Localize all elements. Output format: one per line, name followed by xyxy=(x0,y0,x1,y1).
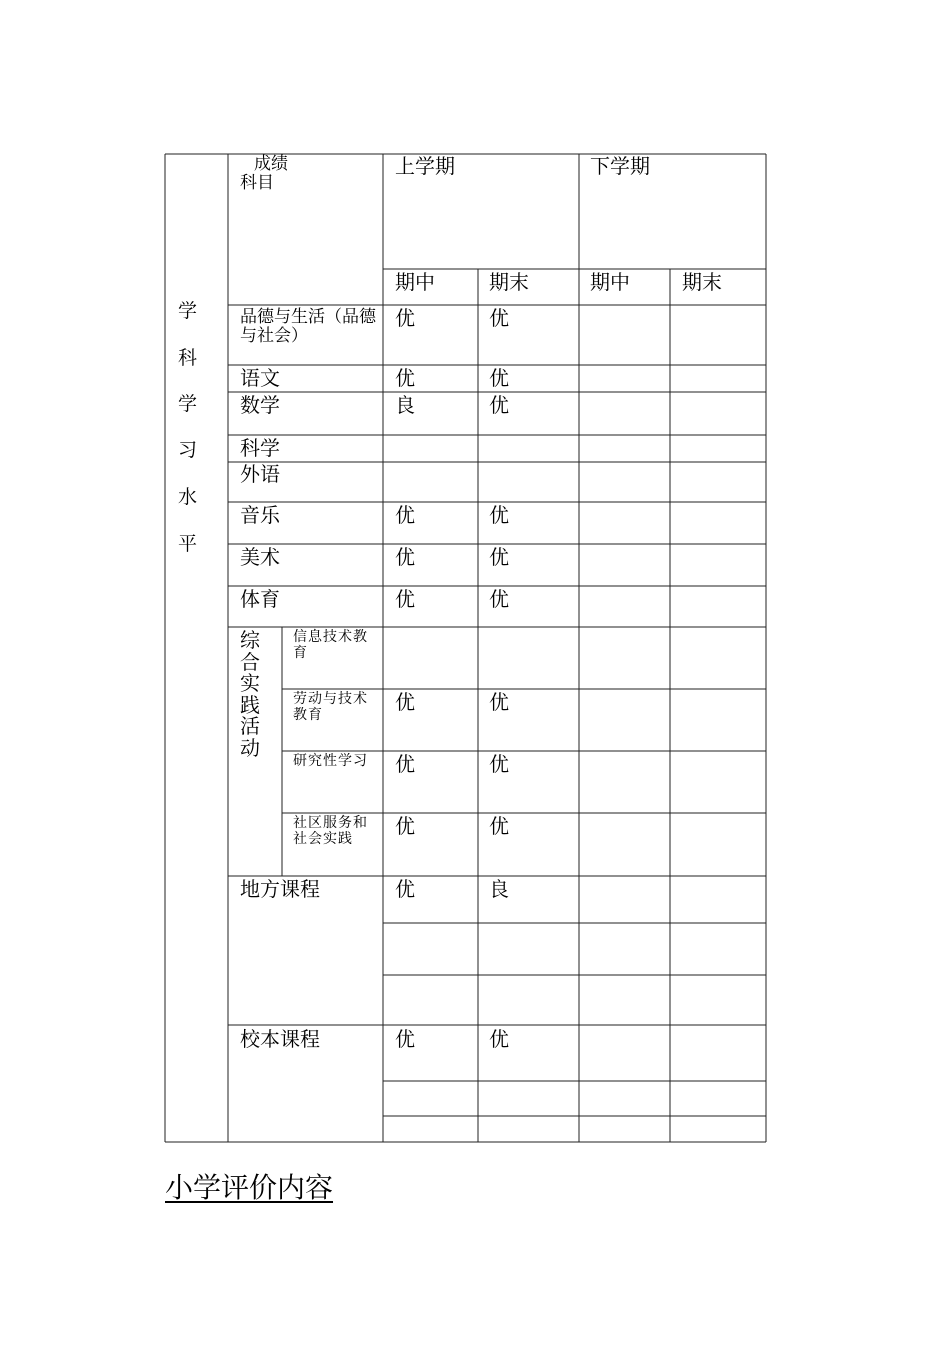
practice-label-char: 活 xyxy=(240,714,260,739)
corner-header-subject: 科目 xyxy=(240,173,274,193)
grade-cell: 优 xyxy=(395,503,415,527)
subject-name: 外语 xyxy=(240,462,280,486)
grade-cell: 优 xyxy=(489,393,509,417)
subject-name: 体育 xyxy=(240,587,280,611)
grade-cell: 优 xyxy=(489,306,509,330)
subject-name: 品德与生活（品德与社会） xyxy=(240,307,376,347)
grade-cell: 优 xyxy=(489,545,509,569)
grade-cell: 优 xyxy=(395,690,415,714)
practice-label-char: 综 xyxy=(240,628,260,652)
practice-label-char: 实 xyxy=(240,671,260,696)
grade-cell: 优 xyxy=(395,306,415,330)
grade-cell: 优 xyxy=(489,690,509,714)
practice-item-name: 劳动与技术教育 xyxy=(293,691,368,724)
side-label-char: 水 xyxy=(178,486,198,508)
side-label-char: 科 xyxy=(178,347,198,369)
side-label-char: 学 xyxy=(178,300,198,322)
subject-name: 地方课程 xyxy=(240,877,320,901)
corner-header-score: 成绩 xyxy=(254,154,288,174)
grade-cell: 优 xyxy=(395,814,415,838)
side-label-char: 习 xyxy=(178,439,198,461)
grade-cell: 优 xyxy=(489,366,509,390)
grade-cell: 优 xyxy=(395,545,415,569)
practice-label-char: 践 xyxy=(240,692,260,717)
subject-name: 校本课程 xyxy=(240,1027,320,1051)
subterm-header: 期末 xyxy=(682,270,722,294)
practice-item-name: 研究性学习 xyxy=(293,753,368,769)
subject-name: 语文 xyxy=(240,366,280,390)
subterm-header: 期末 xyxy=(489,270,529,294)
grade-cell: 优 xyxy=(489,503,509,527)
grade-cell: 良 xyxy=(489,877,509,901)
subject-name: 科学 xyxy=(240,436,280,460)
grade-cell: 良 xyxy=(395,393,415,417)
subject-name: 数学 xyxy=(240,393,280,417)
subject-name: 美术 xyxy=(240,545,280,569)
side-label-char: 平 xyxy=(178,533,198,555)
grade-cell: 优 xyxy=(489,587,509,611)
practice-group-label xyxy=(240,630,262,760)
grade-cell: 优 xyxy=(395,1027,415,1051)
subject-name: 音乐 xyxy=(240,503,280,527)
practice-label-char: 动 xyxy=(240,735,260,760)
grade-cell: 优 xyxy=(395,877,415,901)
practice-item-name: 信息技术教育 xyxy=(293,629,368,662)
subterm-header: 期中 xyxy=(590,270,630,294)
grade-cell: 优 xyxy=(395,366,415,390)
term-header: 下学期 xyxy=(590,154,650,178)
grade-cell: 优 xyxy=(489,1027,509,1051)
side-label-char: 学 xyxy=(178,393,198,415)
grade-cell: 优 xyxy=(489,814,509,838)
term-header: 上学期 xyxy=(395,154,455,178)
section-title: 小学评价内容 xyxy=(165,1171,334,1204)
practice-item-name: 社区服务和社会实践 xyxy=(293,815,368,848)
grade-cell: 优 xyxy=(489,752,509,776)
subterm-header: 期中 xyxy=(395,270,435,294)
practice-label-char: 合 xyxy=(240,649,260,674)
grade-cell: 优 xyxy=(395,752,415,776)
grade-cell: 优 xyxy=(395,587,415,611)
